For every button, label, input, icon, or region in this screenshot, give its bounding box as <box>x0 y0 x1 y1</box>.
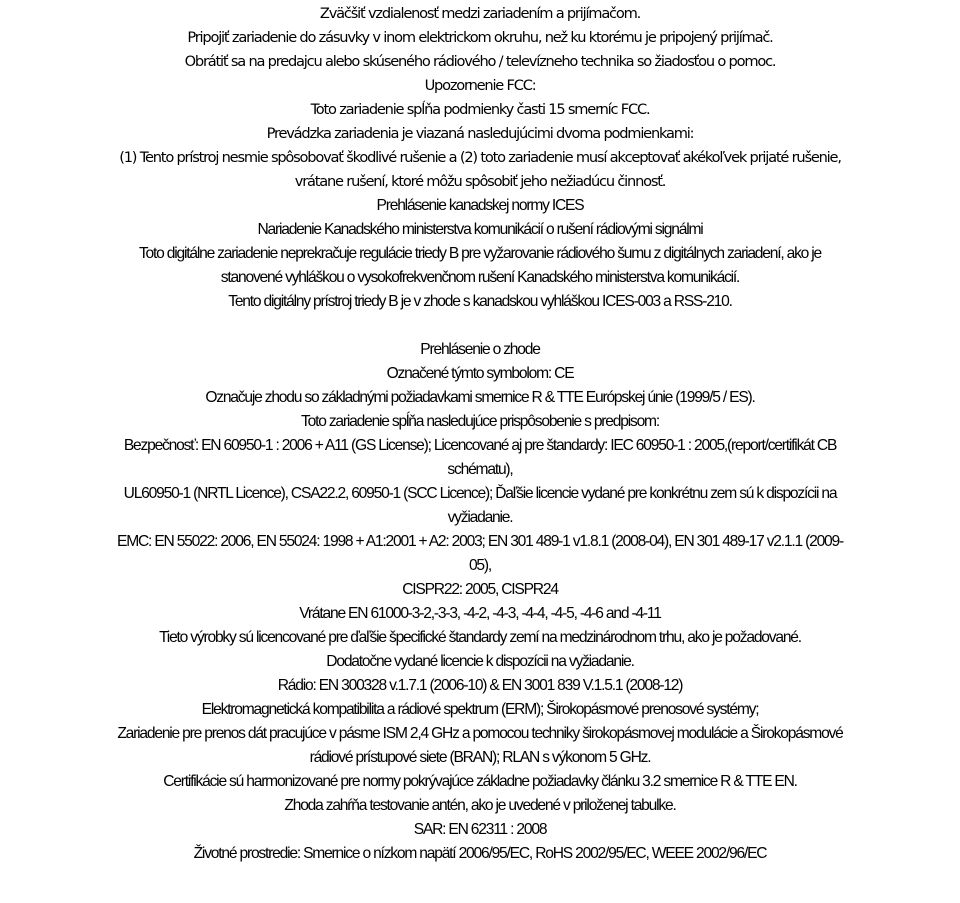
conformity-line: Zhoda zahŕňa testovanie antén, ako je uvedené v priloženej tabulke. <box>284 797 676 814</box>
conformity-line: Označené týmto symbolom: CE <box>386 365 574 382</box>
conformity-line: Označuje zhodu so základnými požiadavkami smernice R & TTE Európskej únie (1999/5 / ES). <box>205 389 755 406</box>
conformity-line: CISPR22: 2005, CISPR24 <box>402 581 558 598</box>
conformity-line: UL60950-1 (NRTL Licence), CSA22.2, 60950-1 (SCC Licence); Ďaľšie licencie vydané pre konkrétnu zem sú k dispozícii na <box>123 485 837 502</box>
conformity-line: Vrátane EN 61000-3-2,-3-3, -4-2, -4-3, -4-4, -4-5, -4-6 and -4-11 <box>299 605 661 622</box>
conformity-section <box>0 338 960 866</box>
conformity-heading: Prehlásenie o zhode <box>420 341 540 358</box>
conformity-line: 05), <box>468 557 492 574</box>
conformity-line: vyžiadanie. <box>447 509 513 526</box>
conformity-line: Certifikácie sú harmonizované pre normy pokrývajúce základne požiadavky článku 3.2 smernice R & TTE EN. <box>163 773 797 790</box>
conformity-line: Zariadenie pre prenos dát pracujúce v pásme ISM 2,4 GHz a pomocou techniky širokopásmovej modulácie a Širokopásmové <box>117 725 843 742</box>
conformity-line: Elektromagnetická kompatibilita a rádiové spektrum (ERM); Širokopásmové prenosové systémy; <box>201 701 759 718</box>
section-spacer <box>0 314 960 338</box>
conformity-line: EMC: EN 55022: 2006, EN 55024: 1998 + A1:2001 + A2: 2003; EN 301 489-1 v1.8.1 (2008-04), EN 301 489-17 v2.1.1 (2009- <box>117 533 843 550</box>
ices-line: Nariadenie Kanadského ministerstva komunikácií o rušení rádiovými signálmi <box>257 221 703 238</box>
ices-line: Toto digitálne zariadenie neprekračuje regulácie triedy B pre vyžarovanie rádiového šumu z digitálnych zariadení, ako je <box>138 245 822 262</box>
fcc-line: vrátane rušení, ktoré môžu spôsobiť jeho nežiadúcu činnosť. <box>294 173 666 190</box>
ices-section <box>0 194 960 314</box>
fcc-line: Pripojiť zariadenie do zásuvky v inom elektrickom okruhu, než ku ktorému je pripojený prijímač. <box>187 29 773 46</box>
ices-heading: Prehlásenie kanadskej normy ICES <box>376 197 584 214</box>
conformity-line: Životné prostredie: Smernice o nízkom napätí 2006/95/EC, RoHS 2002/95/EC, WEEE 2002/96/EC <box>193 845 767 862</box>
fcc-line: Toto zariadenie spĺňa podmienky časti 15 smerníc FCC. <box>310 101 650 118</box>
fcc-line: Obrátiť sa na predajcu alebo skúseného rádiového / televízneho technika so žiadosťou o pomoc. <box>184 53 776 70</box>
conformity-line: Toto zariadenie spĺňa nasledujúce prispôsobenie s predpisom: <box>301 413 659 430</box>
ices-line: stanovené vyhláškou o vysokofrekvenčnom rušení Kanadského ministerstva komunikácií. <box>220 269 740 286</box>
conformity-line: Rádio: EN 300328 v.1.7.1 (2006-10) & EN 3001 839 V.1.5.1 (2008-12) <box>277 677 683 694</box>
fcc-line: (1) Tento prístroj nesmie spôsobovať škodlivé rušenie a (2) toto zariadenie musí akceptovať akékoľvek prijaté rušenie, <box>119 149 841 166</box>
fcc-line: Prevádzka zariadenia je viazaná nasledujúcimi dvoma podmienkami: <box>266 125 694 142</box>
conformity-line: rádiové prístupové siete (BRAN); RLAN s výkonom 5 GHz. <box>309 749 651 766</box>
conformity-line: Dodatočne vydané licencie k dispozícii na vyžiadanie. <box>326 653 634 670</box>
fcc-section <box>0 0 960 194</box>
conformity-line: Bezpečnosť: EN 60950-1 : 2006 + A11 (GS License); Licencované aj pre štandardy: IEC 60950-1 : 2005,(report/certifikát CB <box>123 437 837 454</box>
conformity-line: SAR: EN 62311 : 2008 <box>413 821 547 838</box>
conformity-line: Tieto výrobky sú licencované pre ďaľšie špecifické štandardy zemí na medzinárodnom trhu, ako je požadované. <box>159 629 801 646</box>
conformity-line: schématu), <box>447 461 513 478</box>
fcc-line: Zväčšiť vzdialenosť medzi zariadením a prijímačom. <box>319 5 641 22</box>
fcc-heading: Upozornenie FCC: <box>424 77 536 94</box>
ices-line: Tento digitálny prístroj triedy B je v zhode s kanadskou vyhláškou ICES-003 a RSS-210. <box>228 293 732 310</box>
